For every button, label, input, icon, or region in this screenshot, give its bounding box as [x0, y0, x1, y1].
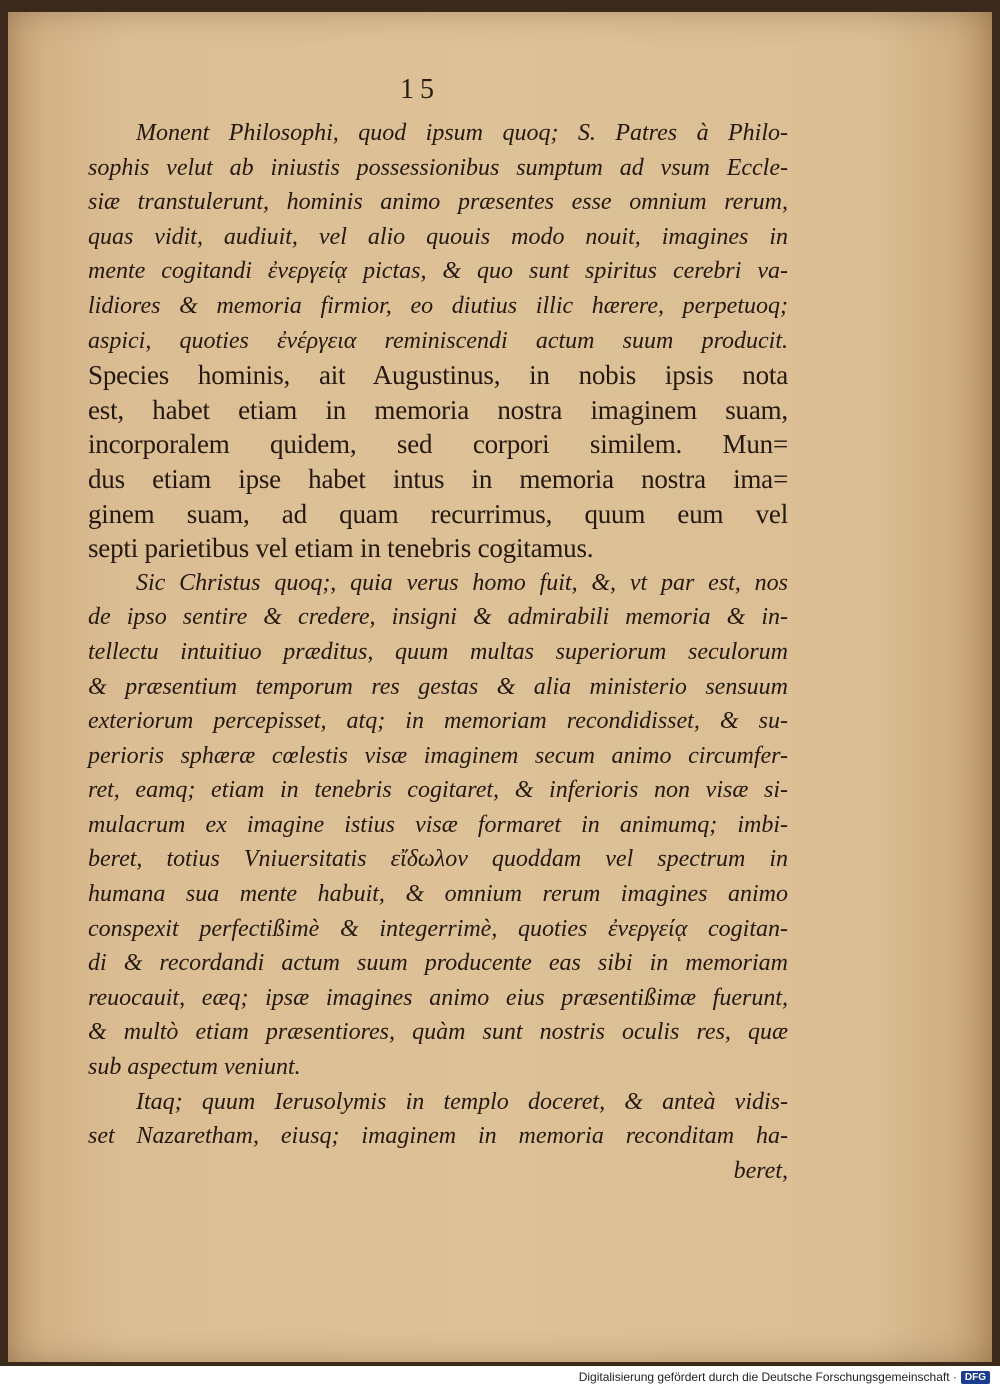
text-line: siæ transtulerunt, hominis animo præsentes esse omnium rerum, [88, 189, 788, 216]
text-line: mulacrum ex imagine istius visæ formaret in animumq; imbi- [88, 811, 788, 838]
text-line: mente cogitandi ἐνεργείᾳ pictas, & quo sunt spiritus cerebri va- [88, 258, 788, 285]
text-line: conspexit perfectißimè & integerrimè, quoties ἐνεργείᾳ cogitan- [88, 915, 788, 942]
dfg-logo: DFG [961, 1371, 990, 1384]
text-line: aspici, quoties ἐνέργεια reminiscendi actum suum producit. [88, 327, 788, 354]
text-line: incorporalem quidem, sed corpori similem. Mun= [88, 429, 788, 460]
text-line: ret, eamq; etiam in tenebris cogitaret, & inferioris non visæ si- [88, 777, 788, 804]
text-line: reuocauit, eæq; ipsæ imagines animo eius præsentißimæ fuerunt, [88, 984, 788, 1011]
digitization-credit [579, 1368, 990, 1386]
text-line: quas vidit, audiuit, vel alio quouis modo nouit, imagines in [88, 223, 788, 250]
page-number: 15 [400, 74, 440, 105]
text-line: & multò etiam præsentiores, quàm sunt nostris oculis res, quæ [88, 1019, 788, 1046]
credit-text: Digitalisierung gefördert durch die Deutsche Forschungsgemeinschaft · [578, 1370, 957, 1384]
text-line: Monent Philosophi, quod ipsum quoq; S. Patres à Philo- [136, 120, 788, 146]
text-line: sophis velut ab iniustis possessionibus sumptum ad vsum Eccle- [88, 154, 788, 181]
text-line: septi parietibus vel etiam in tenebris cogitamus. [88, 533, 594, 564]
text-line: dus etiam ipse habet intus in memoria nostra ima= [88, 463, 788, 494]
text-line: set Nazaretham, eiusq; imaginem in memoria reconditam ha- [88, 1123, 788, 1150]
text-line: tellectu intuitiuo præditus, quum multas superiorum seculorum [88, 638, 788, 665]
text-line: ginem suam, ad quam recurrimus, quum eum vel [88, 498, 788, 529]
text-line: Sic Christus quoq;, quia verus homo fuit, &, vt par est, nos [136, 569, 788, 596]
text-line: de ipso sentire & credere, insigni & admirabili memoria & in- [88, 604, 788, 631]
text-line: exteriorum percepisset, atq; in memoriam recondidisset, & su- [88, 708, 788, 735]
text-line: Itaq; quum Ierusolymis in templo doceret, & anteà vidis- [136, 1088, 788, 1115]
text-line: lidiores & memoria firmior, eo diutius illic hærere, perpetuoq; [88, 292, 788, 319]
text-line: humana sua mente habuit, & omnium rerum imagines animo [88, 881, 788, 908]
text-line: perioris sphæræ cœlestis visæ imaginem secum animo circumfer- [88, 742, 788, 769]
text-line: & præsentium temporum res gestas & alia ministerio sensuum [88, 673, 788, 700]
text-line: sub aspectum veniunt. [88, 1054, 301, 1081]
text-line: est, habet etiam in memoria nostra imaginem suam, [88, 394, 788, 425]
catchword: beret, [733, 1157, 788, 1184]
text-line: di & recordandi actum suum producente eas sibi in memoriam [88, 950, 788, 977]
book-page [8, 12, 992, 1362]
text-line: beret, totius Vniuersitatis εἴδωλον quoddam vel spectrum in [88, 846, 788, 873]
body-text [88, 116, 788, 1188]
text-line: Species hominis, ait Augustinus, in nobis ipsis nota [88, 360, 788, 391]
